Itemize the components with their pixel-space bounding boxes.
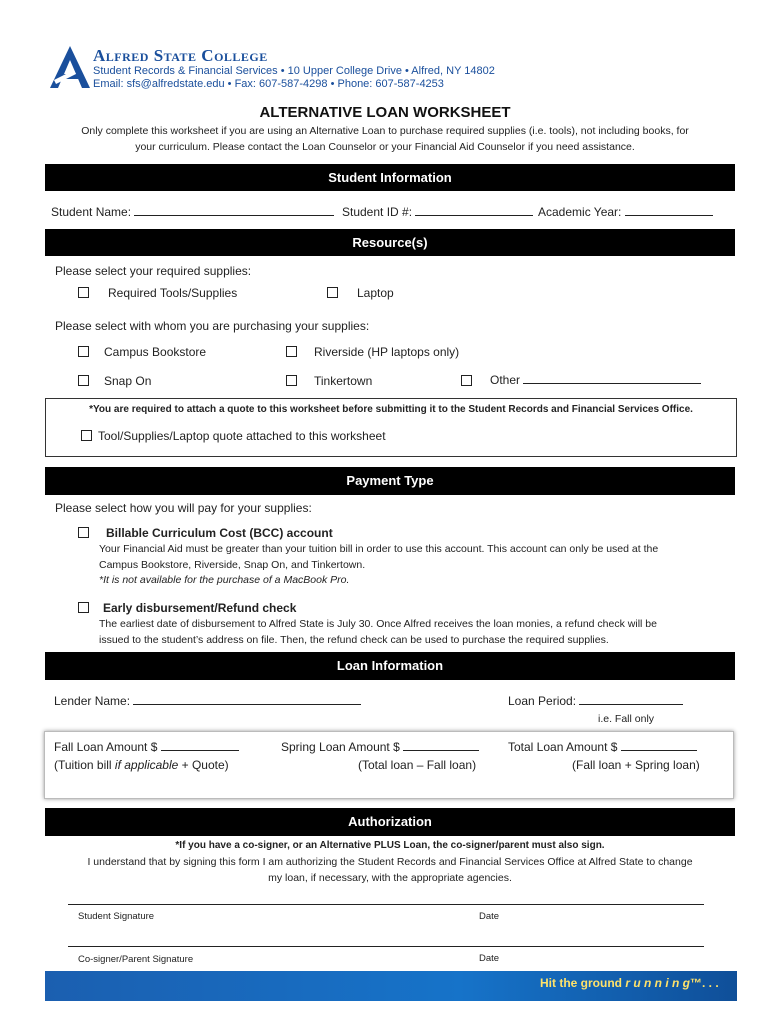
spring-loan-blank[interactable] xyxy=(403,750,479,751)
fall-loan-label: Fall Loan Amount $ xyxy=(54,740,158,754)
bcc-note: *It is not available for the purchase of a MacBook Pro. xyxy=(99,574,350,586)
other-blank[interactable] xyxy=(523,383,701,384)
laptop-checkbox[interactable] xyxy=(327,287,338,298)
laptop-label: Laptop xyxy=(357,286,394,300)
consent-line-2: my loan, if necessary, with the appropriate agencies. xyxy=(268,872,512,884)
fall-loan-hint xyxy=(54,758,229,772)
intro-line-2: your curriculum. Please contact the Loan Counselor or your Financial Aid Counselor if you need assistance. xyxy=(135,141,635,153)
bcc-description-1: Your Financial Aid must be greater than your tuition bill in order to use this account. This account can only be used at the xyxy=(99,543,659,555)
college-address: Student Records & Financial Services • 10 Upper College Drive • Alfred, NY 14802 xyxy=(93,65,495,77)
early-disbursement-title: Early disbursement/Refund check xyxy=(103,601,297,615)
page-title: ALTERNATIVE LOAN WORKSHEET xyxy=(259,104,511,121)
early-description-1: The earliest date of disbursement to Alfred State is July 30. Once Alfred receives the loan monies, a refund check will be xyxy=(99,618,657,630)
lender-name-label: Lender Name: xyxy=(54,694,131,708)
quote-attached-label: Tool/Supplies/Laptop quote attached to this worksheet xyxy=(98,429,386,443)
total-loan-blank[interactable] xyxy=(621,750,697,751)
riverside-label: Riverside (HP laptops only) xyxy=(314,345,460,359)
student-name-field[interactable] xyxy=(51,205,334,219)
spring-loan-field[interactable] xyxy=(281,740,479,754)
date-label-2: Date xyxy=(479,953,500,964)
spring-loan-hint: (Total loan – Fall loan) xyxy=(358,758,477,772)
student-signature-line[interactable] xyxy=(68,904,704,905)
tools-label: Required Tools/Supplies xyxy=(108,286,238,300)
college-name: Alfred State College xyxy=(93,46,268,65)
early-disbursement-checkbox[interactable] xyxy=(78,602,89,613)
cosigner-notice: *If you have a co-signer, or an Alternative PLUS Loan, the co-signer/parent must also sign. xyxy=(175,840,605,851)
slogan-a: Hit the ground xyxy=(540,976,626,990)
college-logo xyxy=(50,46,90,88)
bookstore-label: Campus Bookstore xyxy=(104,345,207,359)
student-name-blank[interactable] xyxy=(134,215,334,216)
snapon-checkbox[interactable] xyxy=(78,375,89,386)
resources-heading: Resource(s) xyxy=(45,229,735,256)
slogan-c: ™. . . xyxy=(690,976,719,990)
academic-year-label: Academic Year: xyxy=(538,205,622,219)
fall-hint-a: (Tuition bill xyxy=(54,758,115,772)
tinkertown-label: Tinkertown xyxy=(314,374,373,388)
date-label-1: Date xyxy=(479,911,500,922)
loan-period-blank[interactable] xyxy=(579,704,683,705)
tools-checkbox[interactable] xyxy=(78,287,89,298)
spring-loan-label: Spring Loan Amount $ xyxy=(281,740,400,754)
total-loan-label: Total Loan Amount $ xyxy=(508,740,618,754)
other-label: Other xyxy=(490,373,521,387)
supplies-prompt: Please select your required supplies: xyxy=(55,264,252,278)
lender-name-blank[interactable] xyxy=(133,704,361,705)
quote-attached-checkbox[interactable] xyxy=(81,430,92,441)
cosigner-signature-label: Co-signer/Parent Signature xyxy=(78,954,194,965)
consent-line-1: I understand that by signing this form I am authorizing the Student Records and Financial Services Office at Alfred State to change xyxy=(87,856,693,868)
slogan-b: r u n n i n g xyxy=(625,976,690,990)
bcc-checkbox[interactable] xyxy=(78,527,89,538)
student-id-blank[interactable] xyxy=(415,215,533,216)
payment-prompt: Please select how you will pay for your supplies: xyxy=(55,501,312,515)
student-signature-label: Student Signature xyxy=(78,911,155,922)
tinkertown-checkbox[interactable] xyxy=(286,375,297,386)
cosigner-signature-line[interactable] xyxy=(68,946,704,947)
bcc-description-2: Campus Bookstore, Riverside, Snap On, and Tinkertown. xyxy=(99,559,366,571)
total-loan-hint: (Fall loan + Spring loan) xyxy=(572,758,700,772)
loan-period-field[interactable] xyxy=(508,694,683,708)
other-checkbox[interactable] xyxy=(461,375,472,386)
bcc-title: Billable Curriculum Cost (BCC) account xyxy=(106,526,333,540)
intro-line-1: Only complete this worksheet if you are using an Alternative Loan to purchase required supplies (i.e. tools), not including books, for xyxy=(81,125,689,137)
student-name-label: Student Name: xyxy=(51,205,132,219)
lender-name-field[interactable] xyxy=(54,694,361,708)
authorization-heading: Authorization xyxy=(45,808,735,836)
academic-year-field[interactable] xyxy=(538,205,713,219)
loan-period-hint: i.e. Fall only xyxy=(598,713,655,725)
student-info-heading: Student Information xyxy=(45,164,735,191)
student-id-field[interactable] xyxy=(342,205,533,219)
bookstore-checkbox[interactable] xyxy=(78,346,89,357)
snapon-label: Snap On xyxy=(104,374,152,388)
vendor-prompt: Please select with whom you are purchasing your supplies: xyxy=(55,319,370,333)
riverside-checkbox[interactable] xyxy=(286,346,297,357)
academic-year-blank[interactable] xyxy=(625,215,713,216)
total-loan-field[interactable] xyxy=(508,740,697,754)
fall-hint-c: + Quote) xyxy=(178,758,229,772)
early-description-2: issued to the student’s address on file. Then, the refund check can be used to purchase the required supplies. xyxy=(99,634,609,646)
fall-hint-b: if applicable xyxy=(114,758,179,772)
loan-heading: Loan Information xyxy=(45,652,735,680)
payment-heading: Payment Type xyxy=(45,467,735,495)
loan-period-label: Loan Period: xyxy=(508,694,577,708)
student-id-label: Student ID #: xyxy=(342,205,413,219)
other-field[interactable] xyxy=(490,373,701,387)
footer-slogan xyxy=(540,976,719,990)
college-contact: Email: sfs@alfredstate.edu • Fax: 607-587-4298 • Phone: 607-587-4253 xyxy=(93,78,444,90)
quote-notice: *You are required to attach a quote to this worksheet before submitting it to the Student Records and Financial Services Office. xyxy=(89,404,693,415)
fall-loan-field[interactable] xyxy=(54,740,239,754)
fall-loan-blank[interactable] xyxy=(161,750,239,751)
